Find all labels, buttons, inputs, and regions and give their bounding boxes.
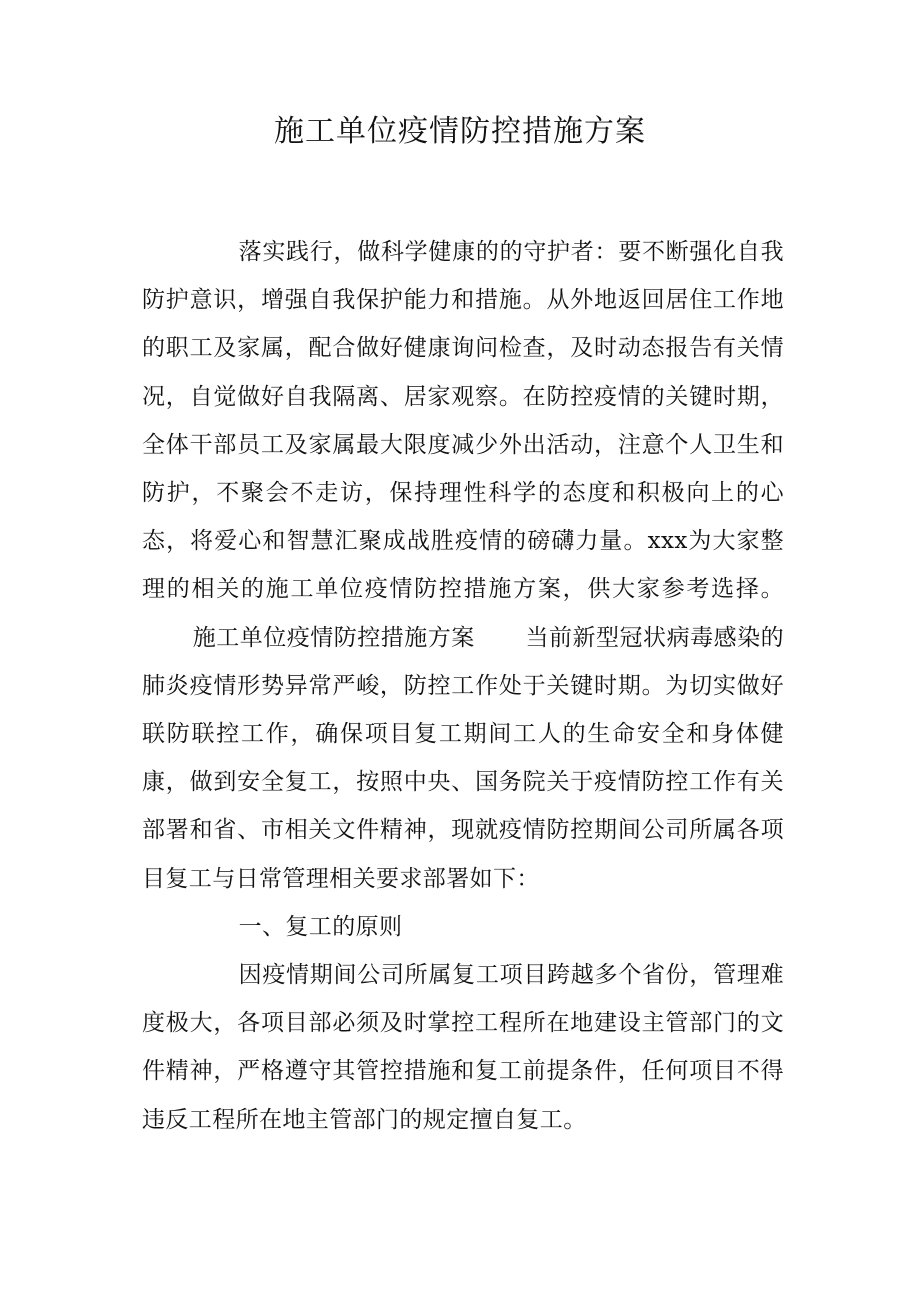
intro-paragraph — [142, 228, 784, 903]
intro-paragraph-text-part-1: 落实践行，做科学健康的的守护者：要不断强化自我防护意识，增强自我保护能力和措施。从外地返回居住工作地的职工及家属，配合做好健康询问检查，及时动态报告有关情况，自觉做好自我隔离、居家观察。在防控疫情的关键时期，全体干部员工及家属最大限度减少外出活动，注意个人卫生和防护，不聚会不走访，保持理性科学的态度和积极向上的心态，将爱心和智慧汇聚成战胜疫情的磅礴力量。xxx为大家整理的相关的施工单位疫情防控措施方案，供大家参考选择。 — [142, 239, 784, 603]
section-heading-resumption-principles: 一、复工的原则 — [238, 913, 403, 940]
document-body — [142, 228, 784, 1144]
resumption-principles-paragraph: 因疫情期间公司所属复工项目跨越多个省份，管理难度极大，各项目部必须及时掌控工程所在地建设主管部门的文件精神，严格遵守其管控措施和复工前提条件，任何项目不得违反工程所在地主管部门的规定擅自复工。 — [142, 962, 784, 1133]
intro-paragraph-text-part-2: 当前新型冠状病毒感染的肺炎疫情形势异常严峻，防控工作处于关键时期。为切实做好联防联控工作，确保项目复工期间工人的生命安全和身体健康，做到安全复工，按照中央、国务院关于疫情防控工作有关部署和省、市相关文件精神，现就疫情防控期间公司所属各项目复工与日常管理相关要求部署如下： — [142, 624, 784, 892]
document-title: 施工单位疫情防控措施方案 — [274, 114, 646, 149]
inline-title-repeat: 施工单位疫情防控措施方案 — [192, 624, 475, 651]
